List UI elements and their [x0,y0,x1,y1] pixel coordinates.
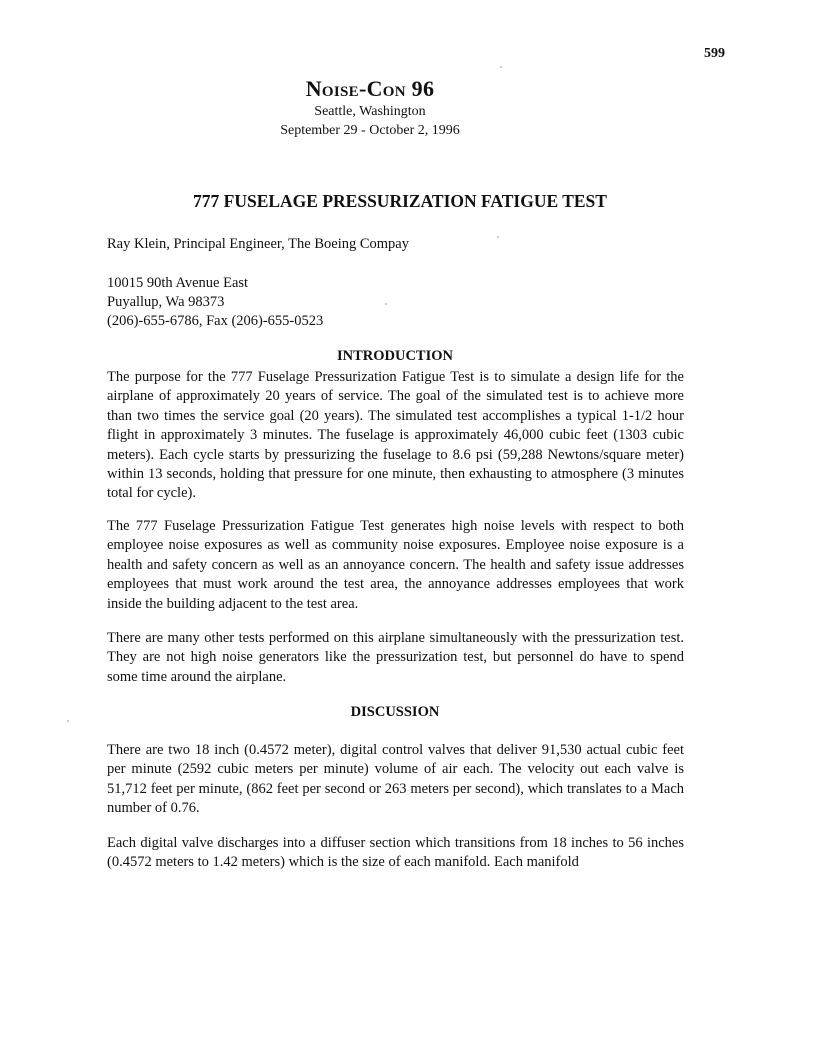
introduction-paragraph-2: The 777 Fuselage Pressurization Fatigue Test generates high noise levels with respect to both employee noise exposures as well as community noise exposures. Employee noise exposure is a health and safety concern as well as an annoyance concern. The health and safety issue addresses employees that must work around the test area, the annoyance addresses employees that work inside the building adjacent to the test area. [107,518,684,612]
discussion-paragraph-1: There are two 18 inch (0.4572 meter), digital control valves that deliver 91,530 actual cubic feet per minute (2592 cubic meters per minute) volume of air each. The velocity out each valve is 51,712 feet per minute, (862 feet per second or 263 meters per second), which translates to a Mach number of 0.76. [107,742,684,817]
page-number: 599 [704,46,725,61]
scan-speck [497,236,499,238]
author-address [107,274,323,331]
conference-location: Seattle, Washington [314,104,426,119]
conference-title: Noise-Con 96 [305,76,435,101]
address-street: 10015 90th Avenue East [107,275,249,291]
address-phone-fax: (206)-655-6786, Fax (206)-655-0523 [107,313,324,329]
discussion-paragraph-2: Each digital valve discharges into a diffuser section which transitions from 18 inches to 56 inches (0.4572 meters to 1.42 meters) which is the size of each manifold. Each manifold [107,835,684,871]
paper-title: 777 FUSELAGE PRESSURIZATION FATIGUE TEST [193,191,607,211]
introduction-paragraph-1: The purpose for the 777 Fuselage Pressurization Fatigue Test is to simulate a design life for the airplane of approximately 20 years of service. The goal of the simulated test is to achieve more than two times the service goal (20 years). The simulated test accomplishes a typical 1-1/2 hour flight in approximately 3 minutes. The fuselage is approximately 46,000 cubic feet (1303 cubic meters). Each cycle starts by pressurizing the fuselage to 8.6 psi (59,288 Newtons/square meter) within 13 seconds, holding that pressure for one minute, then exhausting to atmosphere (3 minutes total for cycle). [107,369,684,502]
conference-header [160,76,580,140]
scan-speck [385,303,387,305]
address-city: Puyallup, Wa 98373 [107,294,225,310]
discussion-heading: DISCUSSION [350,704,440,720]
introduction-heading: INTRODUCTION [336,348,453,364]
introduction-paragraph-3: There are many other tests performed on this airplane simultaneously with the pressurization test. They are not high noise generators like the pressurization test, but personnel do have to spend some time around the airplane. [107,630,684,685]
scan-speck [500,66,502,68]
conference-dates: September 29 - October 2, 1996 [280,123,460,138]
scan-speck [67,720,69,722]
author-line: Ray Klein, Principal Engineer, The Boeing Compay [107,236,409,252]
